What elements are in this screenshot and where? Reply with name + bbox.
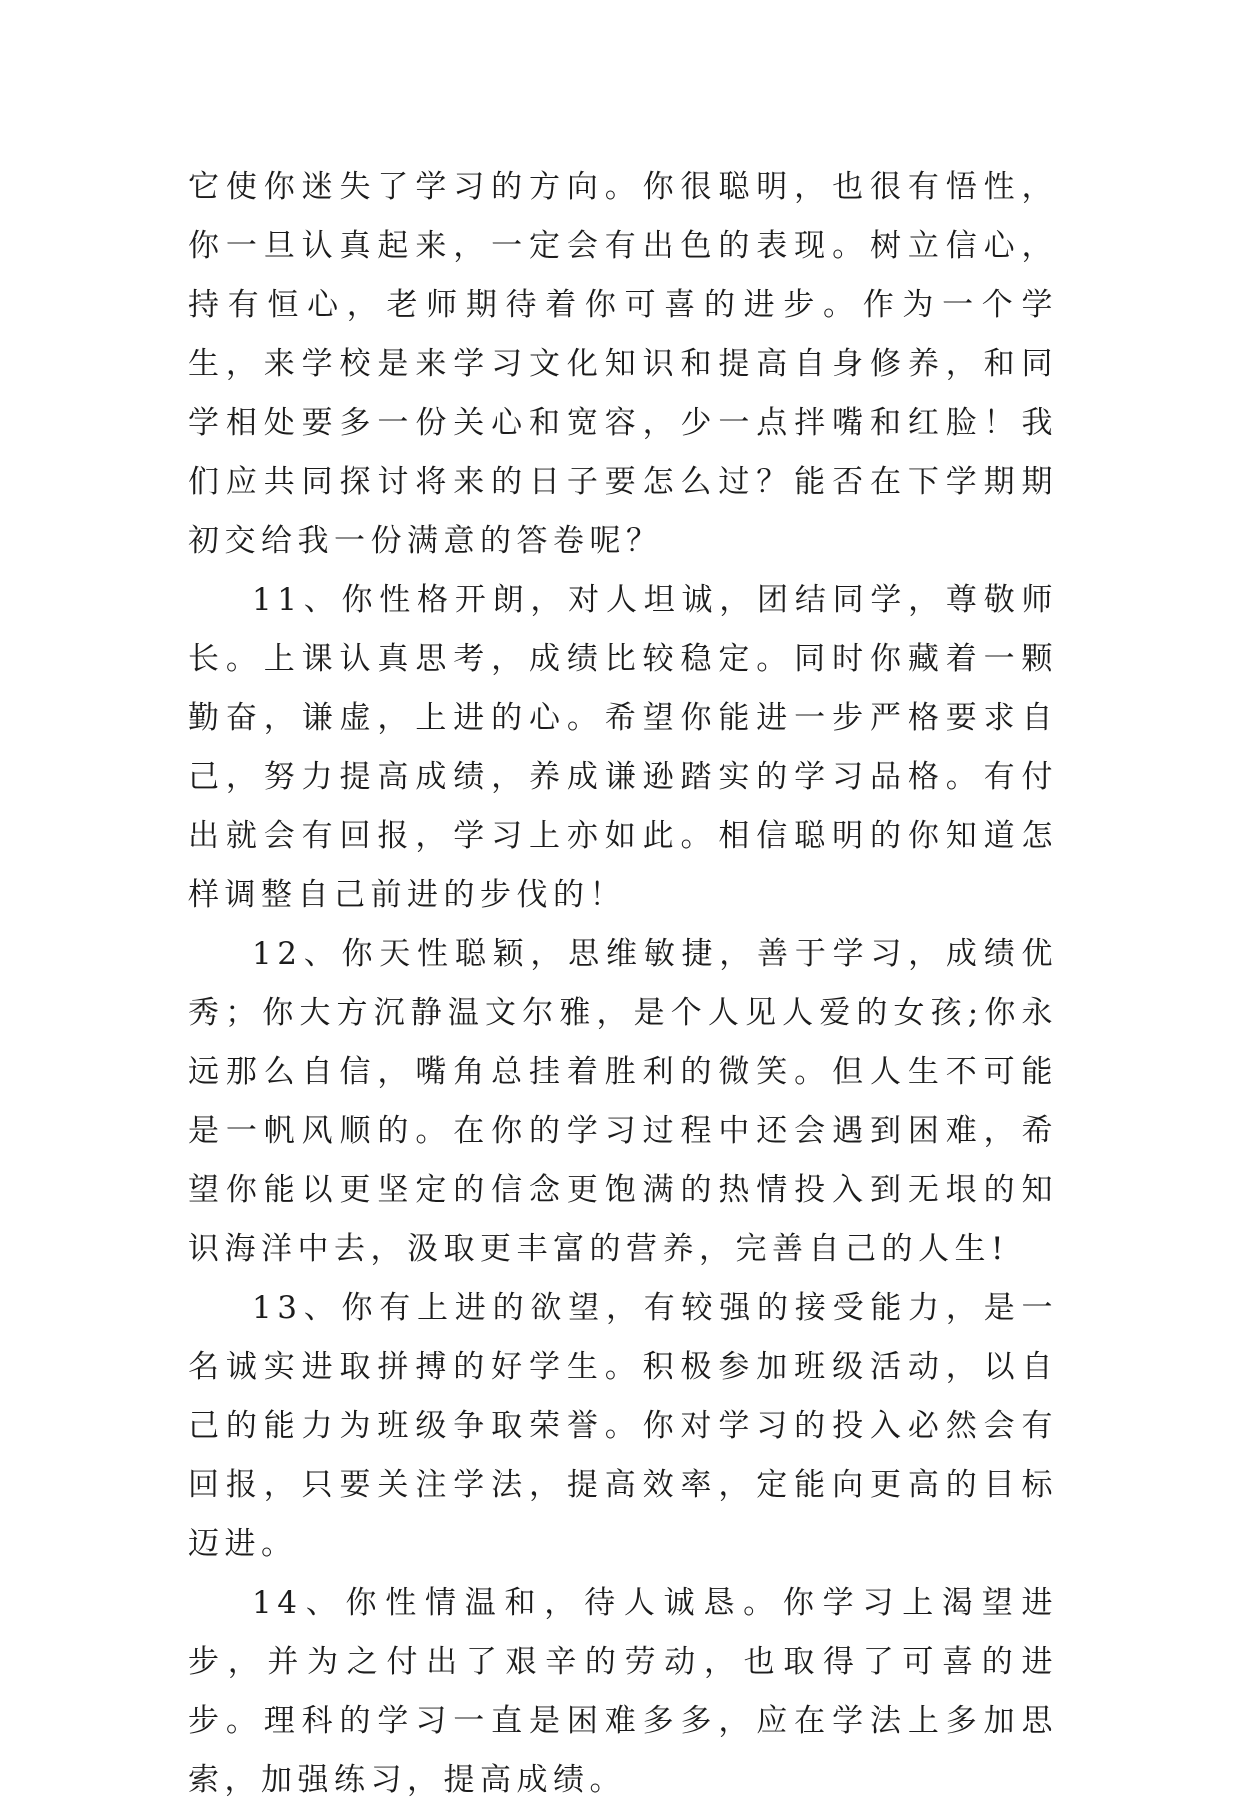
- document-body: [188, 158, 1058, 1810]
- paragraph-continuation: 它使你迷失了学习的方向。你很聪明，也很有悟性，你一旦认真起来，一定会有出色的表现。树立信心，持有恒心，老师期待着你可喜的进步。作为一个学生，来学校是来学习文化知识和提高自身修养，和同学相处要多一份关心和宽容，少一点拌嘴和红脸！我们应共同探讨将来的日子要怎么过？能否在下学期期初交给我一份满意的答卷呢？: [188, 169, 1058, 559]
- paragraph-comment-13: 13、你有上进的欲望，有较强的接受能力，是一名诚实进取拼搏的好学生。积极参加班级活动，以自己的能力为班级争取荣誉。你对学习的投入必然会有回报，只要关注学法，提高效率，定能向更高的目标迈进。: [188, 1290, 1058, 1562]
- paragraph-comment-14: 14、你性情温和，待人诚恳。你学习上渴望进步，并为之付出了艰辛的劳动，也取得了可喜的进步。理科的学习一直是困难多多，应在学法上多加思索，加强练习，提高成绩。: [188, 1585, 1058, 1798]
- paragraph-comment-12: 12、你天性聪颖，思维敏捷，善于学习，成绩优秀；你大方沉静温文尔雅，是个人见人爱的女孩;你永远那么自信，嘴角总挂着胜利的微笑。但人生不可能是一帆风顺的。在你的学习过程中还会遇到困难，希望你能以更坚定的信念更饱满的热情投入到无垠的知识海洋中去，汲取更丰富的营养，完善自己的人生!: [188, 936, 1058, 1267]
- paragraph-comment-11: 11、你性格开朗，对人坦诚，团结同学，尊敬师长。上课认真思考，成绩比较稳定。同时你藏着一颗勤奋，谦虚，上进的心。希望你能进一步严格要求自己，努力提高成绩，养成谦逊踏实的学习品格。有付出就会有回报，学习上亦如此。相信聪明的你知道怎样调整自己前进的步伐的！: [188, 582, 1058, 913]
